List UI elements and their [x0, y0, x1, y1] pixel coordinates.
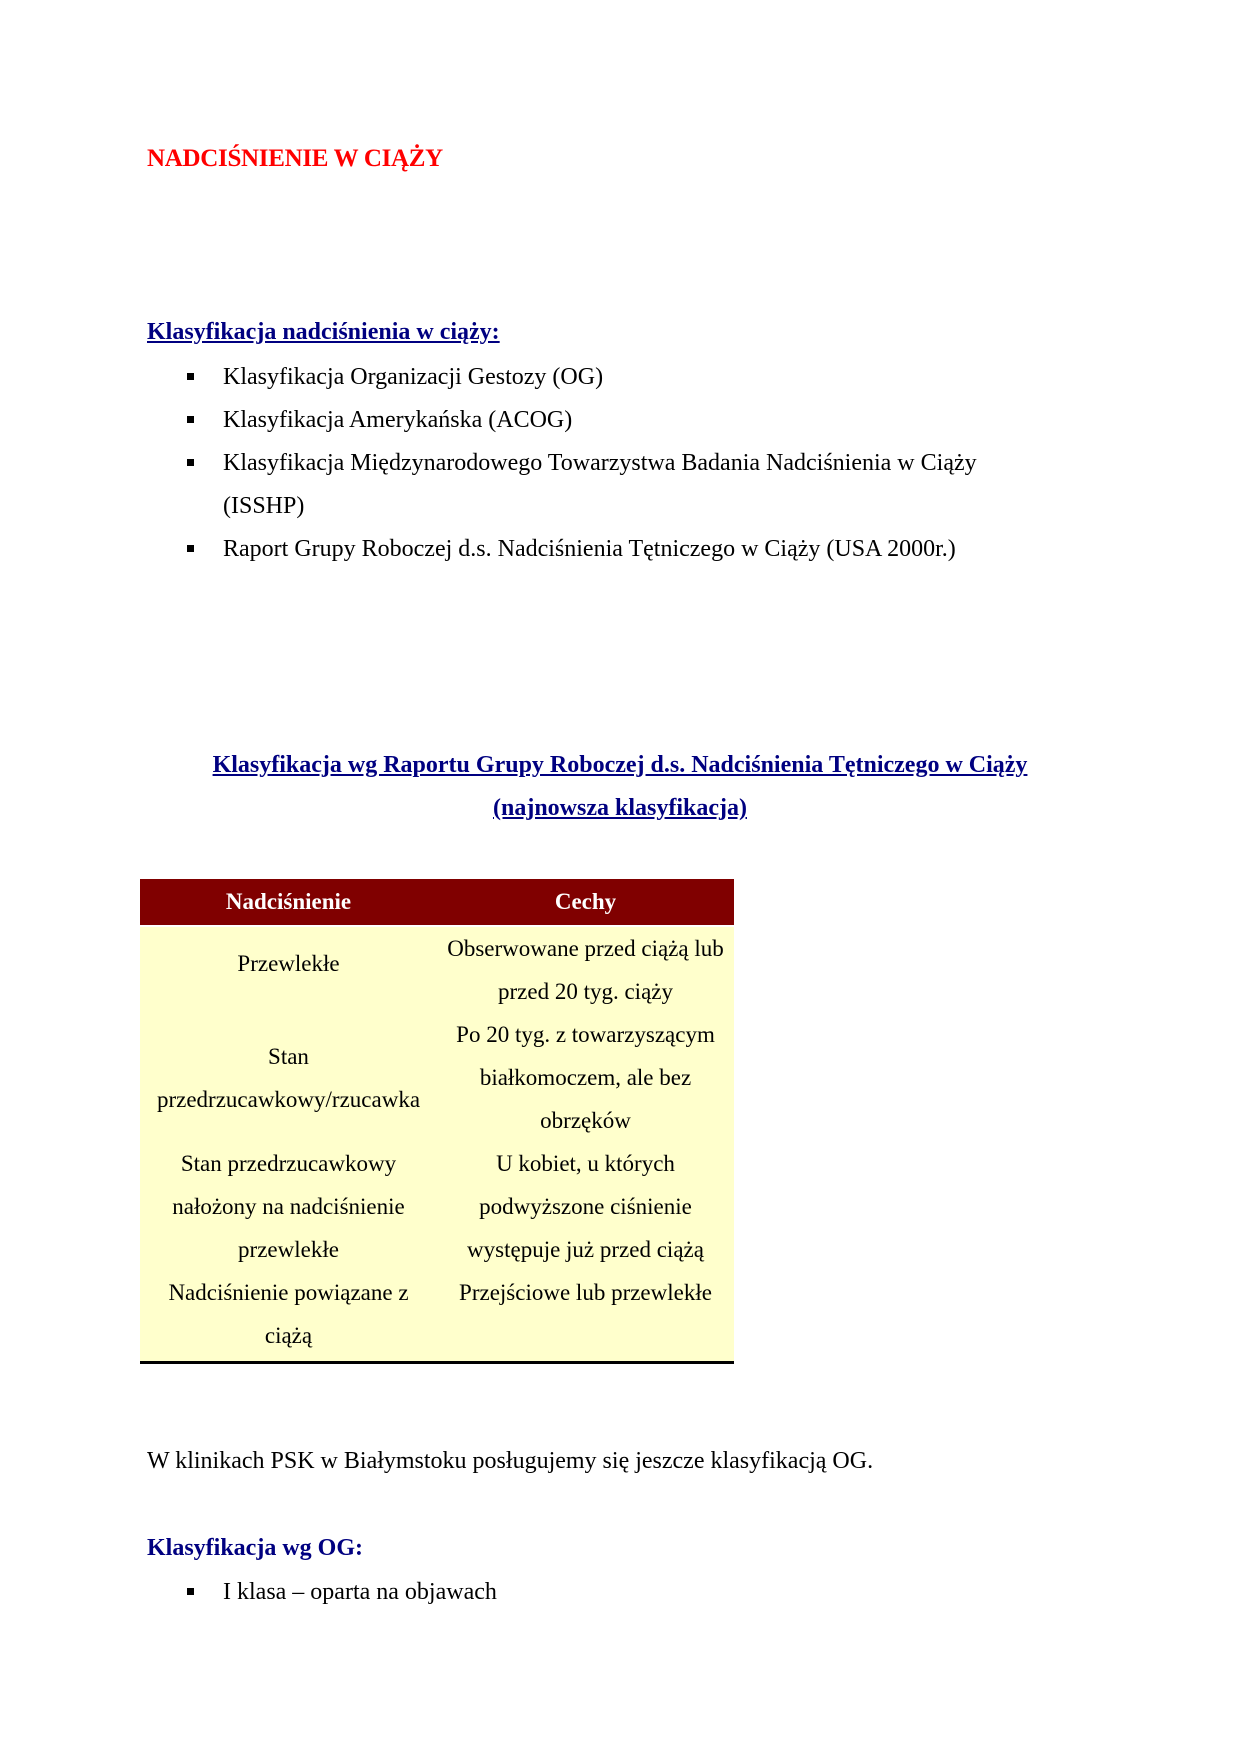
classification-table: [140, 879, 734, 1364]
table-header-row: [140, 879, 734, 926]
list-item-text: Klasyfikacja Międzynarodowego Towarzystwa Badania Nadciśnienia w Ciąży (ISSHP): [223, 450, 977, 519]
table-cell: Przejściowe lub przewlekłe: [437, 1271, 734, 1363]
column-header-nadcisnienie: Nadciśnienie: [140, 879, 437, 926]
list-item-text: Klasyfikacja Organizacji Gestozy (OG): [223, 364, 604, 390]
table-cell: Stan przedrzucawkowy nałożony na nadciśnienie przewlekłe: [140, 1142, 437, 1271]
list-item: [185, 356, 1055, 399]
table-row: [140, 1142, 734, 1271]
square-bullet-icon: [187, 1588, 194, 1595]
og-list: [185, 1571, 1055, 1614]
list-item: [185, 399, 1055, 442]
list-item-text: I klasa – oparta na objawach: [223, 1579, 497, 1605]
table-cell: Nadciśnienie powiązane z ciążą: [140, 1271, 437, 1363]
table-cell: Po 20 tyg. z towarzyszącym białkomoczem, ale bez obrzęków: [437, 1013, 734, 1142]
square-bullet-icon: [187, 459, 194, 466]
square-bullet-icon: [187, 416, 194, 423]
list-item: [185, 1571, 1055, 1614]
table-row: [140, 1013, 734, 1142]
list-item: [185, 528, 1055, 571]
table-row: [140, 1271, 734, 1363]
raport-heading-line2: (najnowsza klasyfikacja): [492, 795, 747, 821]
square-bullet-icon: [187, 373, 194, 380]
page-title: NADCIŚNIENIE W CIĄŻY: [147, 145, 443, 172]
table-cell: U kobiet, u których podwyższone ciśnienie występuje już przed ciążą: [437, 1142, 734, 1271]
list-item-text: Klasyfikacja Amerykańska (ACOG): [223, 407, 573, 433]
square-bullet-icon: [187, 545, 194, 552]
raport-heading: [147, 744, 1093, 830]
og-heading: Klasyfikacja wg OG:: [147, 1535, 363, 1561]
raport-heading-line1: Klasyfikacja wg Raportu Grupy Roboczej d.s. Nadciśnienia Tętniczego w Ciąży: [212, 752, 1028, 778]
table-row: [140, 926, 734, 1013]
list-item-text: Raport Grupy Roboczej d.s. Nadciśnienia Tętniczego w Ciąży (USA 2000r.): [223, 536, 956, 562]
classification-heading: Klasyfikacja nadciśnienia w ciąży:: [147, 319, 500, 345]
classification-list: [185, 356, 1055, 571]
table-cell: Obserwowane przed ciążą lub przed 20 tyg. ciąży: [437, 926, 734, 1013]
table-cell: Stan przedrzucawkowy/rzucawka: [140, 1013, 437, 1142]
column-header-cechy: Cechy: [437, 879, 734, 926]
table-cell: Przewlekłe: [140, 926, 437, 1013]
list-item: [185, 442, 1055, 528]
clinic-paragraph: W klinikach PSK w Białymstoku posługujemy się jeszcze klasyfikacją OG.: [147, 1448, 874, 1474]
